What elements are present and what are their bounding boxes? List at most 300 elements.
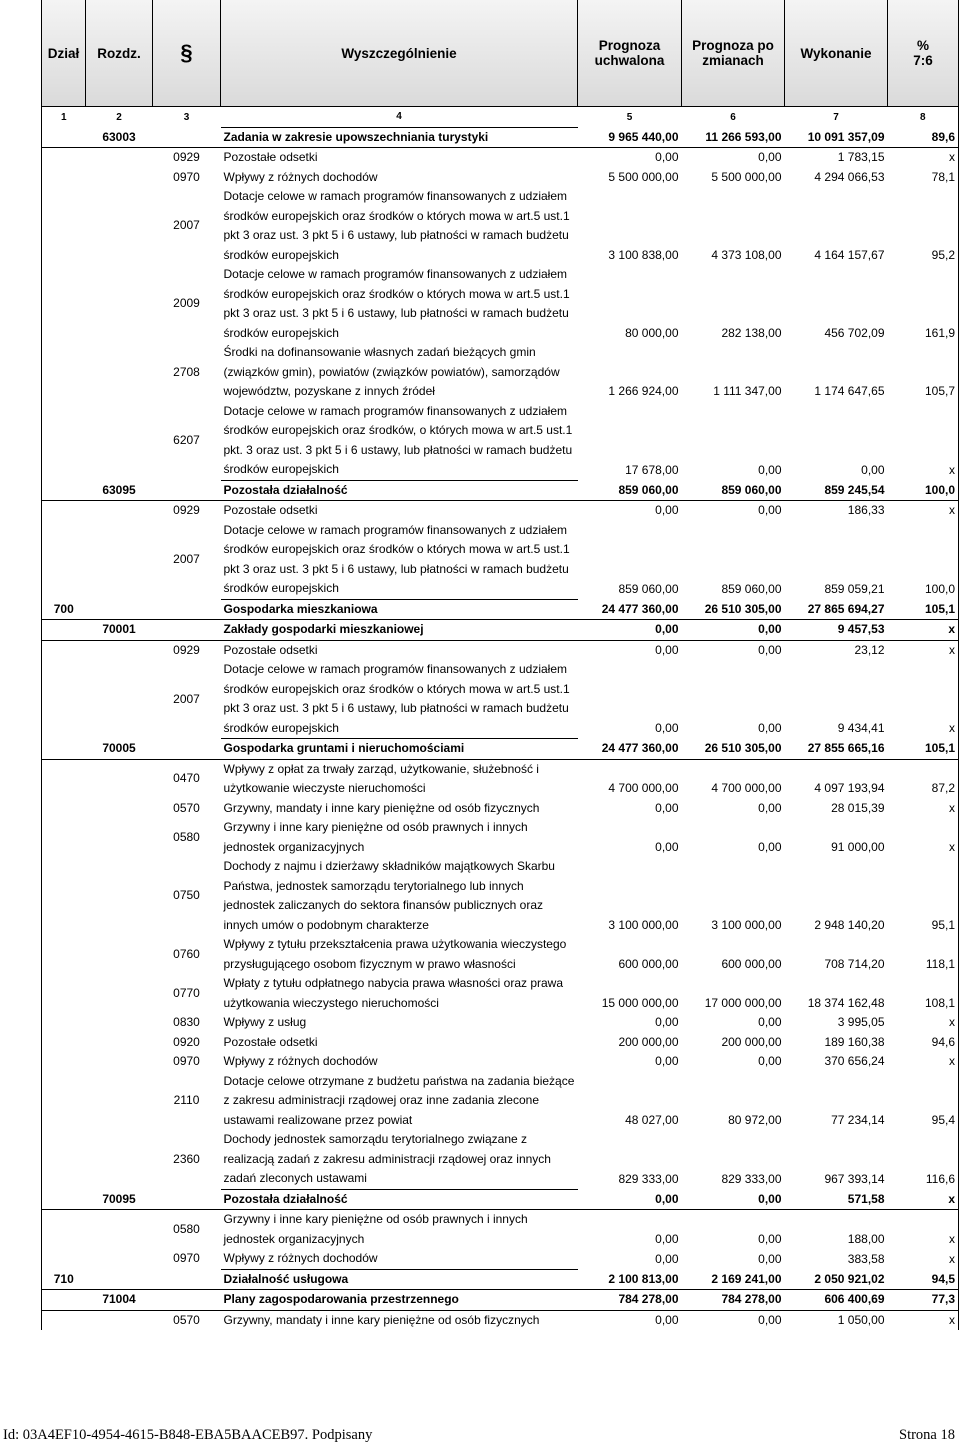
- percent-cell: 118,1: [888, 935, 959, 974]
- rozdz-cell: [86, 501, 153, 521]
- rozdz-cell: [86, 640, 153, 660]
- page-number: Strona 18: [899, 1427, 955, 1443]
- wykonanie-cell: 188,00: [847, 1231, 885, 1246]
- description-cell: Dotacje celowe w ramach programów finansowanych z udziałem środków europejskich oraz środków o których mowa w art.5 ust.1 pkt 3 oraz ust. 3 pkt 5 i 6 ustawy, lub płatności w ramach budżetu środków europejskich: [223, 267, 570, 340]
- prognoza-po-zmianach-cell: 0,00: [758, 1312, 782, 1327]
- percent-cell: 105,1: [888, 739, 959, 760]
- percent-cell: x: [888, 1013, 959, 1033]
- header-prognoza-po-zmianach: Prognoza po zmianach: [682, 0, 785, 107]
- prognoza-uchwalona-cell: 0,00: [655, 839, 679, 854]
- paragraph-cell: [153, 127, 221, 148]
- wykonanie-cell: 9 434,41: [837, 721, 885, 735]
- column-number: 2: [116, 111, 122, 123]
- table-row: [42, 148, 959, 168]
- prognoza-po-zmianach-cell: 859 060,00: [721, 581, 782, 596]
- table-row: [42, 480, 959, 501]
- rozdz-cell: 70001: [86, 620, 153, 641]
- prognoza-po-zmianach-cell: 0,00: [758, 642, 782, 657]
- prognoza-uchwalona-cell: 0,00: [655, 800, 679, 815]
- dzial-cell: [42, 660, 86, 739]
- dzial-cell: [42, 521, 86, 600]
- table-row: [42, 168, 959, 188]
- paragraph-cell: 0970: [173, 1251, 200, 1266]
- prognoza-uchwalona-cell: 200 000,00: [618, 1034, 679, 1049]
- percent-cell: x: [888, 1310, 959, 1330]
- wykonanie-cell: 383,58: [847, 1251, 885, 1266]
- percent-cell: 116,6: [888, 1130, 959, 1189]
- description-cell: Grzywny i inne kary pieniężne od osób prawnych i innych jednostek organizacyjnych: [223, 820, 528, 854]
- dzial-cell: [42, 818, 86, 857]
- rozdz-cell: [86, 148, 153, 168]
- dzial-cell: [42, 265, 86, 343]
- paragraph-cell: 2708: [173, 364, 200, 379]
- percent-cell: x: [888, 1052, 959, 1072]
- wykonanie-cell: 1 050,00: [837, 1312, 885, 1327]
- percent-cell: 95,4: [888, 1072, 959, 1131]
- paragraph-cell: 0830: [173, 1015, 200, 1029]
- percent-cell: x: [888, 402, 959, 481]
- prognoza-uchwalona-cell: 0,00: [655, 642, 679, 657]
- table-row: [42, 640, 959, 660]
- description-cell: Pozostałe odsetki: [223, 1034, 318, 1049]
- paragraph-cell: [153, 739, 221, 760]
- description-cell: Dotacje celowe w ramach programów finansowanych z udziałem środków europejskich oraz środków o których mowa w art.5 ust.1 pkt 3 oraz ust. 3 pkt 5 i 6 ustawy, lub płatności w ramach budżetu środków europejskich: [223, 522, 570, 595]
- description-cell: Gospodarka mieszkaniowa: [221, 599, 578, 620]
- paragraph-cell: 0570: [173, 1312, 200, 1327]
- rozdz-cell: [86, 1269, 153, 1290]
- description-cell: Dotacje celowe otrzymane z budżetu państwa na zadania bieżące z zakresu administracji rządowej oraz inne zadania zlecone ustawami realizowane przez powiat: [223, 1073, 575, 1127]
- table-row: [42, 759, 959, 799]
- percent-cell: 94,5: [888, 1269, 959, 1290]
- prognoza-po-zmianach-cell: 829 333,00: [721, 1171, 782, 1186]
- wykonanie-cell: 77 234,14: [831, 1112, 885, 1127]
- description-cell: Zadania w zakresie upowszechniania turystyki: [221, 127, 578, 148]
- wykonanie-cell: 859 059,21: [824, 581, 885, 596]
- prognoza-po-zmianach-cell: 0,00: [758, 462, 782, 477]
- prognoza-uchwalona-cell: 784 278,00: [578, 1290, 682, 1311]
- table-row: [42, 1130, 959, 1189]
- prognoza-po-zmianach-cell: 5 500 000,00: [711, 169, 782, 184]
- table-row: [42, 265, 959, 343]
- description-cell: Wpływy z różnych dochodów: [223, 169, 378, 184]
- prognoza-po-zmianach-cell: 26 510 305,00: [682, 739, 785, 760]
- table-row: [42, 402, 959, 481]
- header-procent: [888, 0, 959, 107]
- wykonanie-cell: 189 160,38: [824, 1034, 885, 1049]
- paragraph-cell: [153, 1189, 221, 1210]
- description-cell: Środki na dofinansowanie własnych zadań bieżących gmin (związków gmin), powiatów (związków powiatów), samorządów województw, pozyskane z innych źródeł: [223, 345, 560, 398]
- description-cell: Pozostałe odsetki: [223, 150, 318, 164]
- paragraph-cell: 2360: [173, 1151, 200, 1166]
- percent-cell: 105,7: [888, 343, 959, 402]
- dzial-cell: [42, 799, 86, 819]
- dzial-cell: [42, 1072, 86, 1131]
- rozdz-cell: [86, 1033, 153, 1053]
- header-prognoza-uchwalona: Prognoza uchwalona: [578, 0, 682, 107]
- dzial-cell: [42, 480, 86, 501]
- table-row: [42, 620, 959, 641]
- table-row: [42, 127, 959, 148]
- rozdz-cell: [86, 1072, 153, 1131]
- wykonanie-cell: 27 865 694,27: [785, 599, 888, 620]
- header-row: [42, 0, 959, 107]
- table-row: [42, 521, 959, 600]
- description-cell: Wpływy z opłat za trwały zarząd, użytkowanie, służebność i użytkowanie wieczyste nieruchomości: [223, 761, 539, 795]
- table-row: [42, 187, 959, 265]
- prognoza-po-zmianach-cell: 80 972,00: [728, 1112, 782, 1127]
- prognoza-uchwalona-cell: 0,00: [655, 721, 679, 735]
- wykonanie-cell: 1 174 647,65: [814, 384, 885, 398]
- prognoza-uchwalona-cell: 0,00: [655, 150, 679, 164]
- wykonanie-cell: 708 714,20: [824, 956, 885, 971]
- description-cell: Wpływy z różnych dochodów: [223, 1054, 378, 1068]
- table-row: [42, 739, 959, 760]
- dzial-cell: [42, 1310, 86, 1330]
- prognoza-po-zmianach-cell: 0,00: [758, 800, 782, 815]
- header-paragraph: [153, 0, 221, 107]
- description-cell: Dotacje celowe w ramach programów finansowanych z udziałem środków europejskich oraz środków o których mowa w art.5 ust.1 pkt 3 oraz ust. 3 pkt 5 i 6 ustawy, lub płatności w ramach budżetu środków europejskich: [223, 662, 570, 735]
- dzial-cell: [42, 759, 86, 799]
- rozdz-cell: 70095: [86, 1189, 153, 1210]
- wykonanie-cell: 1 783,15: [837, 150, 885, 164]
- dzial-cell: [42, 1249, 86, 1269]
- prognoza-uchwalona-cell: 48 027,00: [625, 1112, 679, 1127]
- paragraph-cell: 2007: [173, 552, 200, 566]
- column-number: 4: [396, 111, 402, 122]
- header-dzial: Dział: [42, 0, 86, 107]
- dzial-cell: [42, 739, 86, 760]
- dzial-cell: [42, 1210, 86, 1250]
- column-number: 8: [888, 107, 959, 128]
- table-row: [42, 935, 959, 974]
- table-row: [42, 974, 959, 1013]
- prognoza-uchwalona-cell: 0,00: [655, 1054, 679, 1068]
- wykonanie-cell: 23,12: [854, 642, 885, 657]
- paragraph-cell: 0929: [173, 150, 200, 164]
- table-row: [42, 660, 959, 739]
- paragraph-cell: 0470: [173, 771, 200, 786]
- table-row: [42, 1210, 959, 1250]
- prognoza-uchwalona-cell: 0,00: [655, 503, 679, 517]
- column-number-row: [42, 107, 959, 128]
- wykonanie-cell: 859 245,54: [785, 480, 888, 501]
- description-cell: Działalność usługowa: [221, 1269, 578, 1290]
- rozdz-cell: [86, 343, 153, 402]
- budget-sheet: [41, 0, 958, 1330]
- prognoza-po-zmianach-cell: 600 000,00: [721, 956, 782, 971]
- rozdz-cell: [86, 799, 153, 819]
- prognoza-po-zmianach-cell: 0,00: [758, 1231, 782, 1246]
- percent-cell: x: [888, 148, 959, 168]
- percent-cell: x: [888, 501, 959, 521]
- paragraph-cell: [153, 480, 221, 501]
- wykonanie-cell: 456 702,09: [824, 325, 885, 340]
- wykonanie-cell: 370 656,24: [824, 1054, 885, 1068]
- paragraph-cell: 0770: [173, 985, 200, 1000]
- dzial-cell: [42, 1290, 86, 1311]
- dzial-cell: [42, 1052, 86, 1072]
- rozdz-cell: [86, 1013, 153, 1033]
- prognoza-uchwalona-cell: 2 100 813,00: [578, 1269, 682, 1290]
- paragraph-cell: 0920: [173, 1034, 200, 1049]
- prognoza-po-zmianach-cell: 0,00: [758, 1015, 782, 1029]
- paragraph-cell: [153, 1290, 221, 1311]
- column-number: 1: [42, 107, 86, 128]
- wykonanie-cell: 3 995,05: [837, 1015, 885, 1029]
- wykonanie-cell: 4 294 066,53: [814, 169, 885, 184]
- prognoza-uchwalona-cell: 3 100 000,00: [608, 917, 679, 932]
- description-cell: Grzywny, mandaty i inne kary pieniężne od osób fizycznych: [223, 1312, 540, 1327]
- paragraph-cell: 0929: [173, 642, 200, 657]
- table-body: [42, 107, 959, 1331]
- percent-cell: 95,1: [888, 857, 959, 935]
- table-row: [42, 1189, 959, 1210]
- prognoza-uchwalona-cell: 17 678,00: [625, 462, 679, 477]
- prognoza-po-zmianach-cell: 0,00: [682, 620, 785, 641]
- table-row: [42, 1013, 959, 1033]
- wykonanie-cell: 4 097 193,94: [814, 781, 885, 795]
- prognoza-uchwalona-cell: 24 477 360,00: [578, 739, 682, 760]
- table-row: [42, 343, 959, 402]
- paragraph-cell: 2007: [173, 218, 200, 233]
- prognoza-po-zmianach-cell: 0,00: [758, 150, 782, 164]
- dzial-cell: [42, 501, 86, 521]
- prognoza-uchwalona-cell: 3 100 838,00: [608, 247, 679, 262]
- percent-cell: 105,1: [888, 599, 959, 620]
- dzial-cell: [42, 148, 86, 168]
- column-number: 7: [833, 111, 839, 123]
- percent-cell: x: [888, 799, 959, 819]
- wykonanie-cell: 91 000,00: [831, 839, 885, 854]
- table-row: [42, 1290, 959, 1311]
- table-row: [42, 599, 959, 620]
- dzial-cell: 700: [42, 599, 86, 620]
- dzial-cell: 710: [42, 1269, 86, 1290]
- percent-cell: 94,6: [888, 1033, 959, 1053]
- dzial-cell: [42, 974, 86, 1013]
- percent-cell: 95,2: [888, 187, 959, 265]
- description-cell: Zakłady gospodarki mieszkaniowej: [221, 620, 578, 641]
- paragraph-cell: 0970: [173, 1054, 200, 1068]
- rozdz-cell: 70005: [86, 739, 153, 760]
- paragraph-cell: 0929: [173, 503, 200, 517]
- prognoza-uchwalona-cell: 0,00: [655, 1015, 679, 1029]
- prognoza-uchwalona-cell: 0,00: [655, 1251, 679, 1266]
- paragraph-cell: [153, 1269, 221, 1290]
- paragraph-cell: 2007: [173, 691, 200, 706]
- prognoza-po-zmianach-cell: 4 373 108,00: [711, 247, 782, 262]
- wykonanie-cell: 10 091 357,09: [785, 127, 888, 148]
- wykonanie-cell: 967 393,14: [824, 1171, 885, 1186]
- dzial-cell: [42, 640, 86, 660]
- prognoza-po-zmianach-cell: 0,00: [758, 839, 782, 854]
- prognoza-po-zmianach-cell: 4 700 000,00: [711, 781, 782, 795]
- percent-cell: x: [888, 660, 959, 739]
- prognoza-uchwalona-cell: 0,00: [655, 1312, 679, 1327]
- header-wykonanie: Wykonanie: [785, 0, 888, 107]
- percent-cell: x: [888, 640, 959, 660]
- percent-cell: 77,3: [888, 1290, 959, 1311]
- description-cell: Wpłaty z tytułu odpłatnego nabycia prawa własności oraz prawa użytkowania wieczystego nieruchomości: [223, 976, 564, 1010]
- rozdz-cell: [86, 265, 153, 343]
- paragraph-cell: 2110: [173, 1093, 200, 1107]
- paragraph-sign-icon: §: [180, 40, 193, 65]
- rozdz-cell: [86, 1210, 153, 1250]
- prognoza-po-zmianach-cell: 0,00: [758, 721, 782, 735]
- percent-cell: x: [888, 620, 959, 641]
- dzial-cell: [42, 1033, 86, 1053]
- rozdz-cell: [86, 818, 153, 857]
- table-row: [42, 1052, 959, 1072]
- rozdz-cell: [86, 402, 153, 481]
- rozdz-cell: [86, 1130, 153, 1189]
- paragraph-cell: 0580: [173, 1221, 200, 1236]
- table-row: [42, 1310, 959, 1330]
- wykonanie-cell: 571,58: [785, 1189, 888, 1210]
- table-row: [42, 1033, 959, 1053]
- rozdz-cell: [86, 1310, 153, 1330]
- rozdz-cell: [86, 974, 153, 1013]
- wykonanie-cell: 0,00: [861, 462, 885, 477]
- rozdz-cell: [86, 935, 153, 974]
- rozdz-cell: [86, 168, 153, 188]
- percent-cell: x: [888, 818, 959, 857]
- paragraph-cell: 2009: [173, 296, 200, 311]
- page-footer: [0, 1420, 960, 1447]
- prognoza-po-zmianach-cell: 0,00: [682, 1189, 785, 1210]
- wykonanie-cell: 18 374 162,48: [807, 995, 885, 1010]
- description-cell: Pozostała działalność: [221, 480, 578, 501]
- dzial-cell: [42, 620, 86, 641]
- percent-cell: 100,0: [888, 521, 959, 600]
- dzial-cell: [42, 857, 86, 935]
- description-cell: Dochody jednostek samorządu terytorialnego związane z realizacją zadań z zakresu administracji rządowej oraz innych zadań zleconych ustawami: [223, 1132, 551, 1185]
- paragraph-cell: [153, 599, 221, 620]
- prognoza-uchwalona-cell: 15 000 000,00: [601, 995, 679, 1010]
- prognoza-po-zmianach-cell: 0,00: [758, 503, 782, 517]
- rozdz-cell: [86, 1249, 153, 1269]
- rozdz-cell: 71004: [86, 1290, 153, 1311]
- rozdz-cell: [86, 660, 153, 739]
- paragraph-cell: 6207: [173, 433, 200, 447]
- rozdz-cell: 63003: [86, 127, 153, 148]
- rozdz-cell: [86, 187, 153, 265]
- rozdz-cell: [86, 1052, 153, 1072]
- prognoza-uchwalona-cell: 0,00: [578, 620, 682, 641]
- percent-cell: x: [888, 1249, 959, 1269]
- header-procent-ratio: 7:6: [913, 53, 933, 68]
- table-row: [42, 1269, 959, 1290]
- dzial-cell: [42, 1013, 86, 1033]
- dzial-cell: [42, 1189, 86, 1210]
- wykonanie-cell: 2 948 140,20: [814, 917, 885, 932]
- description-cell: Wpływy z usług: [223, 1015, 307, 1029]
- prognoza-po-zmianach-cell: 2 169 241,00: [682, 1269, 785, 1290]
- dzial-cell: [42, 343, 86, 402]
- wykonanie-cell: 4 164 157,67: [814, 247, 885, 262]
- wykonanie-cell: 28 015,39: [831, 800, 885, 815]
- table-row: [42, 501, 959, 521]
- prognoza-po-zmianach-cell: 200 000,00: [721, 1034, 782, 1049]
- prognoza-po-zmianach-cell: 3 100 000,00: [711, 917, 782, 932]
- description-cell: Pozostałe odsetki: [223, 642, 318, 657]
- header-rozdz: Rozdz.: [86, 0, 153, 107]
- prognoza-uchwalona-cell: 4 700 000,00: [608, 781, 679, 795]
- prognoza-uchwalona-cell: 859 060,00: [618, 581, 679, 596]
- prognoza-uchwalona-cell: 829 333,00: [618, 1171, 679, 1186]
- table-row: [42, 1072, 959, 1131]
- description-cell: Grzywny i inne kary pieniężne od osób prawnych i innych jednostek organizacyjnych: [223, 1212, 528, 1246]
- table-row: [42, 818, 959, 857]
- dzial-cell: [42, 402, 86, 481]
- description-cell: Dochody z najmu i dzierżawy składników majątkowych Skarbu Państwa, jednostek samorządu terytorialnego lub innych jednostek zaliczanych do sektora finansów publicznych oraz innych umów o podobnym charakterze: [223, 859, 555, 932]
- table-row: [42, 1249, 959, 1269]
- prognoza-uchwalona-cell: 5 500 000,00: [608, 169, 679, 184]
- description-cell: Pozostałe odsetki: [223, 503, 318, 517]
- table-row: [42, 799, 959, 819]
- prognoza-uchwalona-cell: 0,00: [655, 1231, 679, 1246]
- description-cell: Wpływy z tytułu przekształcenia prawa użytkowania wieczystego przysługującego osobom fizycznym w prawo własności: [223, 937, 567, 971]
- budget-table: [41, 0, 959, 1330]
- prognoza-po-zmianach-cell: 17 000 000,00: [704, 995, 782, 1010]
- paragraph-cell: 0580: [173, 829, 200, 844]
- dzial-cell: [42, 168, 86, 188]
- description-cell: Plany zagospodarowania przestrzennego: [221, 1290, 578, 1311]
- table-row: [42, 857, 959, 935]
- prognoza-po-zmianach-cell: 784 278,00: [682, 1290, 785, 1311]
- dzial-cell: [42, 935, 86, 974]
- dzial-cell: [42, 1130, 86, 1189]
- percent-cell: 89,6: [888, 127, 959, 148]
- paragraph-cell: [153, 620, 221, 641]
- description-cell: Pozostała działalność: [221, 1189, 578, 1210]
- prognoza-po-zmianach-cell: 26 510 305,00: [682, 599, 785, 620]
- prognoza-uchwalona-cell: 80 000,00: [625, 325, 679, 340]
- document-id: Id: 03A4EF10-4954-4615-B848-EBA5BAACEB97. Podpisany: [3, 1427, 373, 1443]
- percent-cell: 78,1: [888, 168, 959, 188]
- percent-cell: x: [888, 1210, 959, 1250]
- percent-cell: 87,2: [888, 759, 959, 799]
- prognoza-uchwalona-cell: 9 965 440,00: [578, 127, 682, 148]
- wykonanie-cell: 2 050 921,02: [785, 1269, 888, 1290]
- prognoza-po-zmianach-cell: 0,00: [758, 1054, 782, 1068]
- paragraph-cell: 0970: [173, 169, 200, 184]
- description-cell: Gospodarka gruntami i nieruchomościami: [221, 739, 578, 760]
- description-cell: Grzywny, mandaty i inne kary pieniężne od osób fizycznych: [223, 800, 540, 815]
- rozdz-cell: 63095: [86, 480, 153, 501]
- prognoza-uchwalona-cell: 24 477 360,00: [578, 599, 682, 620]
- paragraph-cell: 0750: [173, 888, 200, 903]
- prognoza-po-zmianach-cell: 282 138,00: [721, 325, 782, 340]
- column-number: 6: [730, 111, 736, 123]
- paragraph-cell: 0760: [173, 946, 200, 961]
- wykonanie-cell: 606 400,69: [785, 1290, 888, 1311]
- rozdz-cell: [86, 521, 153, 600]
- wykonanie-cell: 9 457,53: [785, 620, 888, 641]
- column-number: 5: [626, 111, 633, 123]
- header-wyszczegolnienie: Wyszczególnienie: [221, 0, 578, 107]
- description-cell: Wpływy z różnych dochodów: [223, 1251, 378, 1265]
- wykonanie-cell: 27 855 665,16: [785, 739, 888, 760]
- prognoza-uchwalona-cell: 1 266 924,00: [608, 384, 679, 398]
- rozdz-cell: [86, 599, 153, 620]
- prognoza-po-zmianach-cell: 0,00: [758, 1251, 782, 1266]
- column-number: 3: [183, 111, 190, 123]
- prognoza-uchwalona-cell: 859 060,00: [578, 480, 682, 501]
- description-cell: Dotacje celowe w ramach programów finansowanych z udziałem środków europejskich oraz środków o których mowa w art.5 ust.1 pkt 3 oraz ust. 3 pkt 5 i 6 ustawy, lub płatności w ramach budżetu środków europejskich: [223, 189, 570, 262]
- rozdz-cell: [86, 857, 153, 935]
- percent-cell: 100,0: [888, 480, 959, 501]
